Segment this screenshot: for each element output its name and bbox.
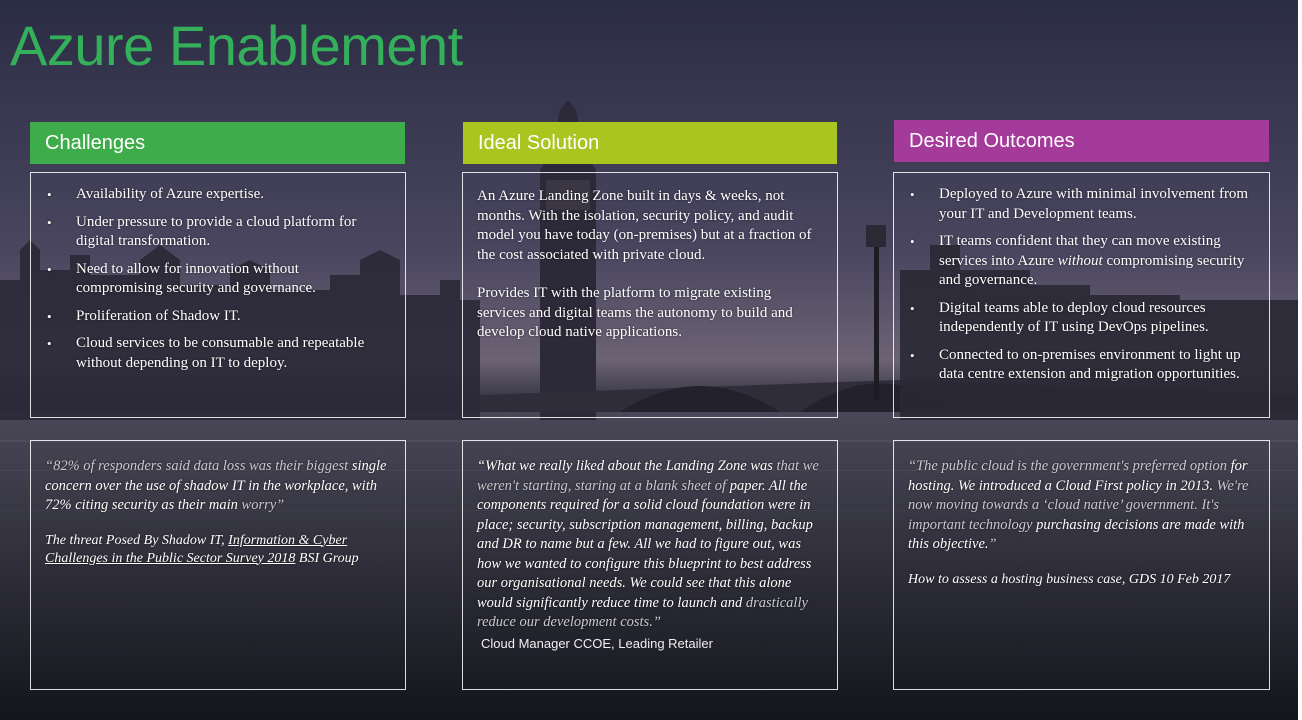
- ideal-solution-header-label: Ideal Solution: [478, 131, 600, 154]
- list-item: [45, 185, 387, 205]
- bullet-icon: •: [47, 187, 52, 202]
- challenges-box: [30, 172, 406, 418]
- solution-quote-attribution: Cloud Manager CCOE, Leading Retailer: [481, 635, 713, 651]
- outcomes-list: [894, 173, 1269, 385]
- ideal-solution-header: [463, 122, 837, 164]
- page-title: Azure Enablement: [10, 14, 463, 77]
- quote-text: “What we really liked about the Landing Zone was: [477, 458, 773, 474]
- list-item-text: Cloud services to be consumable and repeatable without depending on IT to deploy.: [76, 335, 365, 371]
- quote-text: ”: [988, 536, 997, 552]
- solution-quote-box: [462, 440, 838, 690]
- bullet-icon: •: [910, 187, 915, 202]
- bullet-icon: •: [910, 234, 915, 249]
- bullet-icon: •: [910, 347, 915, 363]
- quote-text: “The public cloud is the government's preferred option: [908, 458, 1227, 474]
- list-item-text: Under pressure to provide a cloud platform for digital transformation.: [76, 213, 357, 249]
- desired-outcomes-header: [894, 120, 1269, 162]
- list-item: [908, 299, 1251, 338]
- challenges-header: [30, 122, 405, 164]
- solution-paragraph: An Azure Landing Zone built in days & weeks, not months. With the isolation, security policy, and audit model you have today (on-premises) but at a fraction of the cost associated with private cloud.: [477, 188, 812, 263]
- desired-outcomes-box: [893, 172, 1270, 418]
- list-item-text: Need to allow for innovation without compromising security and governance.: [76, 260, 316, 296]
- bullet-icon: •: [47, 261, 52, 277]
- quote-text: that we weren't starting, staring at a blank sheet of: [477, 458, 819, 494]
- bullet-icon: •: [47, 336, 52, 351]
- desired-outcomes-header-label: Desired Outcomes: [909, 129, 1075, 152]
- source-link[interactable]: Information & Cyber Challenges in the Public Sector Survey 2018: [45, 532, 348, 566]
- list-item: [45, 213, 387, 252]
- quote-text: for hosting. We introduced a Cloud First policy in 2013.: [908, 458, 1248, 494]
- bullet-icon: •: [910, 300, 915, 316]
- source-text: BSI Group: [295, 550, 359, 566]
- source-text: The threat Posed By Shadow IT,: [45, 532, 229, 548]
- outcomes-quote: [894, 441, 1269, 555]
- quote-text: worry”: [241, 497, 285, 513]
- list-item: [45, 307, 387, 327]
- list-item-text: Deployed to Azure with minimal involvement from your IT and Development teams.: [939, 186, 1249, 222]
- list-item: [45, 260, 387, 299]
- solution-paragraph: Provides IT with the platform to migrate existing services and digital teams the autonomy to build and develop cloud native applications.: [477, 285, 793, 340]
- ideal-solution-box: [462, 172, 838, 418]
- list-item-text: IT teams confident that they can move existing services into Azure: [939, 233, 1221, 269]
- quote-text: purchasing decisions are made with this objective.: [908, 516, 1245, 552]
- list-item: [908, 232, 1251, 291]
- outcomes-quote-box: [893, 440, 1270, 690]
- list-item: [908, 346, 1251, 385]
- list-item-text: Proliferation of Shadow IT.: [76, 307, 241, 324]
- list-item-text: compromising security and governance.: [939, 252, 1245, 288]
- bullet-icon: •: [47, 308, 52, 324]
- quote-text: “82% of responders said data loss was their biggest: [45, 458, 349, 474]
- list-item-text: Digital teams able to deploy cloud resources independently of IT using DevOps pipelines.: [939, 299, 1209, 335]
- outcomes-quote-source: How to assess a hosting business case, GDS 10 Feb 2017: [908, 571, 1231, 587]
- quote-text: We're now moving towards a ‘cloud native’ government. It's important technology: [908, 477, 1249, 533]
- list-item: [908, 185, 1251, 224]
- challenges-header-label: Challenges: [45, 131, 146, 154]
- list-item-text: Availability of Azure expertise.: [76, 186, 264, 202]
- list-item-emphasis: without: [1057, 252, 1103, 269]
- challenges-list: [31, 173, 405, 373]
- challenges-quote: [31, 441, 405, 516]
- quote-text: single concern over the use of shadow IT in the workplace, with 72% citing security as their main: [45, 458, 387, 513]
- challenges-quote-box: [30, 440, 406, 690]
- quote-text: paper. All the components required for a solid cloud foundation were in place; security, subscription management, billing, backup and DR to name but a few. All we had to figure out, was how we wanted to configure this blueprint to best address our organisational needs. We could see that this alone would significantly reduce time to launch and: [477, 477, 813, 611]
- list-item-text: Connected to on-premises environment to light up data centre extension and migration opportunities.: [939, 346, 1241, 382]
- quote-text: drastically reduce our development costs.”: [477, 594, 808, 630]
- challenges-quote-source: [31, 516, 405, 568]
- slide-edge: [1298, 0, 1302, 720]
- bullet-icon: •: [47, 214, 52, 230]
- list-item: [45, 334, 387, 373]
- solution-quote: [463, 441, 837, 633]
